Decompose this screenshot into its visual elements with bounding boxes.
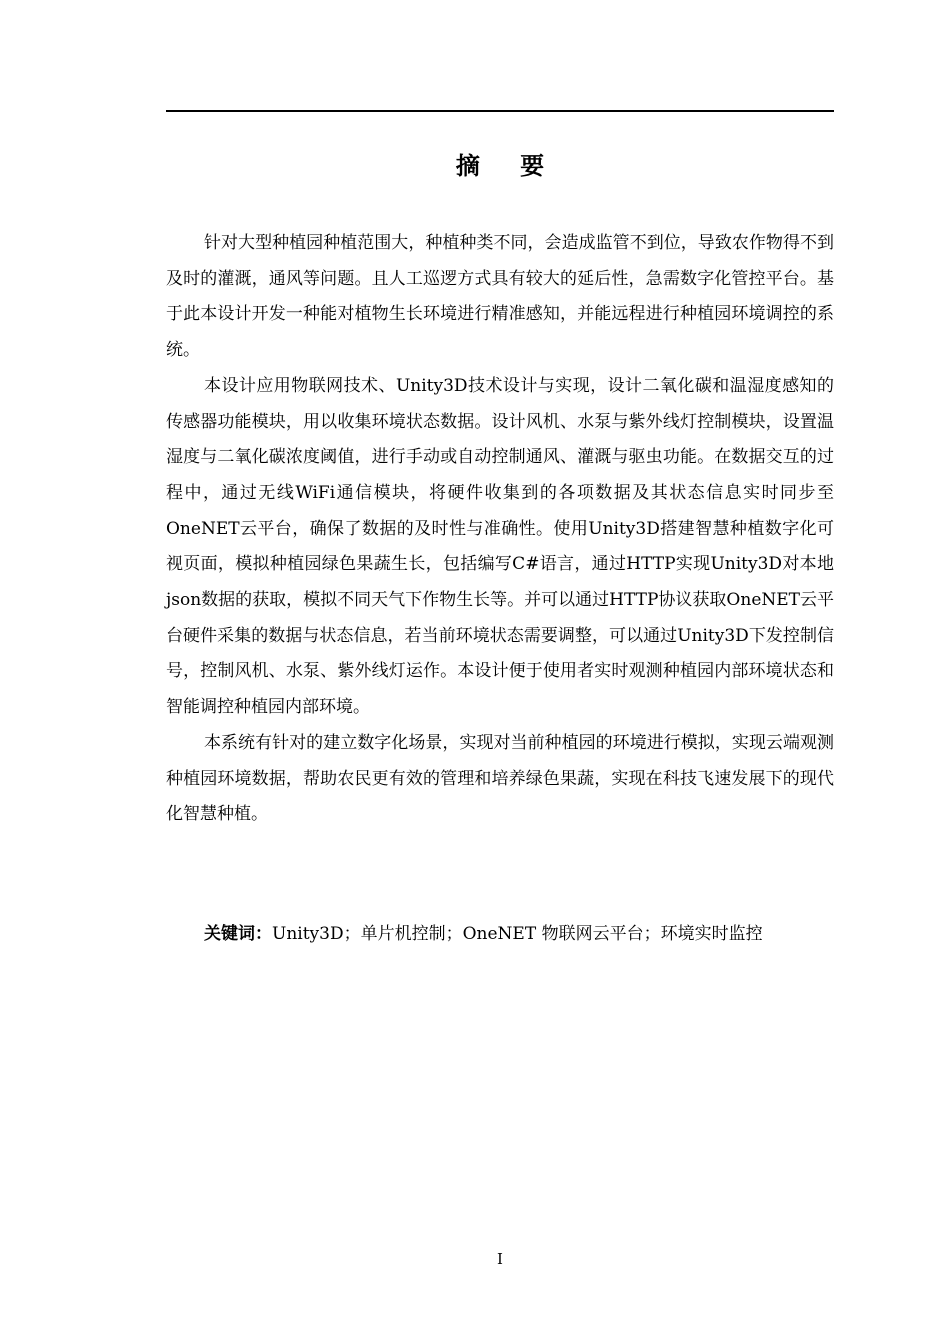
abstract-paragraph-3: 本系统有针对的建立数字化场景，实现对当前种植园的环境进行模拟，实现云端观测种植园环境数据，帮助农民更有效的管理和培养绿色果蔬，实现在科技飞速发展下的现代化智慧种植。: [166, 732, 834, 825]
abstract-title: 摘 要: [455, 152, 561, 180]
abstract-paragraph-2: 本设计应用物联网技术、Unity3D技术设计与实现，设计二氧化碳和温湿度感知的传感器功能模块，用以收集环境状态数据。设计风机、水泵与紫外线灯控制模块，设置温湿度与二氧化碳浓度阈值，进行手动或自动控制通风、灌溉与驱虫功能。在数据交互的过程中，通过无线WiFi通信模块，将硬件收集到的各项数据及其状态信息实时同步至OneNET云平台，确保了数据的及时性与准确性。使用Unity3D搭建智慧种植数字化可视页面，模拟种植园绿色果蔬生长，包括编写C#语言，通过HTTP实现Unity3D对本地json数据的获取，模拟不同天气下作物生长等。并可以通过HTTP协议获取OneNET云平台硬件采集的数据与状态信息，若当前环境状态需要调整，可以通过Unity3D下发控制信号，控制风机、水泵、紫外线灯运作。本设计便于使用者实时观测种植园内部环境状态和智能调控种植园内部环境。: [166, 375, 835, 718]
keywords-line: [166, 916, 834, 952]
keywords-label: 关键词：: [204, 924, 272, 944]
keywords-text: Unity3D；单片机控制；OneNET 物联网云平台；环境实时监控: [272, 924, 763, 944]
abstract-paragraph-1: 针对大型种植园种植范围大，种植种类不同，会造成监管不到位，导致农作物得不到及时的灌溉，通风等问题。且人工巡逻方式具有较大的延后性，急需数字化管控平台。基于此本设计开发一种能对植物生长环境进行精准感知，并能远程进行种植园环境调控的系统。: [166, 233, 834, 361]
abstract-body: [166, 226, 834, 833]
page-number: I: [497, 1250, 503, 1268]
header-rule: [166, 110, 834, 112]
